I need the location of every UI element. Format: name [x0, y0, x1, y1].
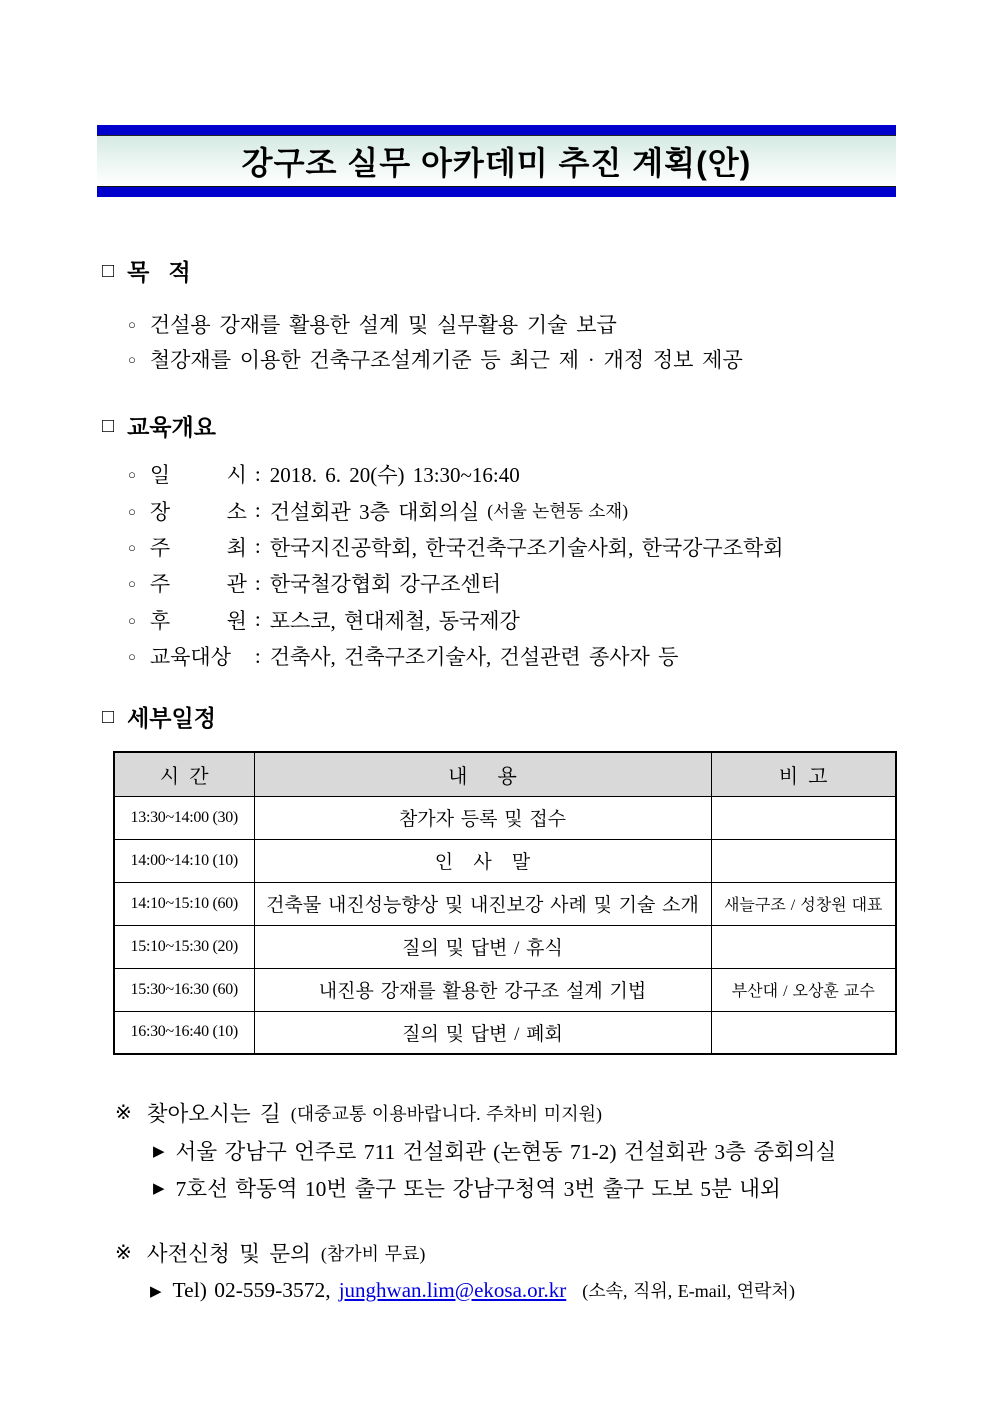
section-heading-overview — [102, 414, 216, 441]
time-cell: 16:30~16:40 (10) — [114, 1011, 254, 1054]
directions-item-text: 서울 강남구 언주로 711 건설회관 (논현동 71-2) 건설회관 3층 중회의실 — [175, 1140, 837, 1164]
circle-bullet-icon: ○ — [128, 351, 136, 367]
column-header-note: 비 고 — [711, 752, 896, 796]
note-cell — [711, 796, 896, 839]
field-value: 한국지진공학회, 한국건축구조기술사회, 한국강구조학회 — [269, 535, 784, 560]
document-title: 강구조 실무 아카데미 추진 계획(안) — [241, 145, 752, 181]
field-separator: : — [254, 534, 261, 559]
section-title: 목 적 — [127, 259, 191, 285]
note-cell — [711, 839, 896, 882]
content-cell: 인 사 말 — [254, 839, 711, 882]
table-header-row — [114, 752, 896, 796]
arrow-bullet-icon: ▶ — [153, 1144, 165, 1160]
banner-body — [97, 135, 896, 187]
content-cell: 참가자 등록 및 접수 — [254, 796, 711, 839]
field-label: 일 시 — [149, 463, 247, 488]
directions-title: 찾아오시는 길 — [146, 1102, 281, 1126]
schedule-table — [113, 751, 897, 1055]
circle-bullet-icon: ○ — [128, 467, 136, 483]
field-label: 주 최 — [149, 535, 247, 560]
field-value: 건설회관 3층 대회의실 — [269, 499, 480, 524]
list-item — [128, 565, 792, 601]
contact-heading — [115, 1237, 425, 1268]
banner-bottom-bar — [97, 187, 896, 197]
field-label: 주 관 — [149, 572, 247, 597]
field-label: 장 소 — [149, 499, 247, 524]
contact-title: 사전신청 및 문의 — [146, 1242, 311, 1266]
circle-bullet-icon: ○ — [128, 576, 136, 592]
field-separator: : — [254, 607, 261, 632]
list-item — [128, 602, 792, 638]
time-cell: 14:10~15:10 (60) — [114, 882, 254, 925]
list-item — [128, 638, 792, 674]
note-cell — [711, 1011, 896, 1054]
banner-top-bar — [97, 125, 896, 135]
content-cell: 건축물 내진성능향상 및 내진보강 사례 및 기술 소개 — [254, 882, 711, 925]
directions-item-text: 7호선 학동역 10번 출구 또는 강남구청역 3번 출구 도보 5분 내외 — [175, 1177, 781, 1201]
circle-bullet-icon: ○ — [128, 316, 136, 332]
tel-label: Tel) 02-559-3572, — [172, 1277, 331, 1302]
field-separator: : — [254, 461, 261, 486]
column-header-time: 시 간 — [114, 752, 254, 796]
section-heading-purpose — [102, 259, 191, 286]
time-cell: 15:10~15:30 (20) — [114, 925, 254, 968]
note-cell: 부산대 / 오상훈 교수 — [711, 968, 896, 1011]
note-cell — [711, 925, 896, 968]
circle-bullet-icon: ○ — [128, 503, 136, 519]
section-title: 세부일정 — [127, 705, 216, 731]
table-row — [114, 796, 896, 839]
purpose-item-text: 철강재를 이용한 건축구조설계기준 등 최근 제 · 개정 정보 제공 — [149, 347, 743, 372]
list-item — [128, 492, 792, 528]
directions-heading — [115, 1097, 602, 1128]
contact-fields-note: (소속, 직위, E-mail, 연락처) — [582, 1281, 795, 1301]
purpose-list — [128, 306, 743, 376]
list-item — [128, 529, 792, 565]
square-bullet-icon: □ — [102, 415, 115, 437]
field-value: 건축사, 건축구조기술사, 건설관련 종사자 등 — [269, 645, 679, 670]
field-label: 후 원 — [149, 608, 247, 633]
field-value: 2018. 6. 20(수) 13:30~16:40 — [269, 463, 520, 488]
reference-mark-icon: ※ — [115, 1102, 132, 1124]
section-title: 교육개요 — [127, 414, 216, 440]
purpose-item-text: 건설용 강재를 활용한 설계 및 실무활용 기술 보급 — [149, 312, 617, 337]
email-link[interactable]: junghwan.lim@ekosa.or.kr — [338, 1277, 567, 1302]
field-separator: : — [254, 643, 261, 668]
arrow-bullet-icon: ▶ — [150, 1283, 162, 1300]
table-row — [114, 1011, 896, 1054]
table-row — [114, 839, 896, 882]
list-item — [128, 456, 792, 492]
table-row — [114, 968, 896, 1011]
circle-bullet-icon: ○ — [128, 612, 136, 628]
table-row — [114, 882, 896, 925]
directions-item — [153, 1172, 781, 1203]
content-cell: 내진용 강재를 활용한 강구조 설계 기법 — [254, 968, 711, 1011]
column-header-content: 내 용 — [254, 752, 711, 796]
field-separator: : — [254, 498, 261, 523]
content-cell: 질의 및 답변 / 휴식 — [254, 925, 711, 968]
directions-title-note: (대중교통 이용바랍니다. 주차비 미지원) — [290, 1103, 602, 1124]
note-cell: 새늘구조 / 성창원 대표 — [711, 882, 896, 925]
field-value: 한국철강협회 강구조센터 — [269, 572, 502, 597]
arrow-bullet-icon: ▶ — [153, 1181, 165, 1197]
field-value: 포스코, 현대제철, 동국제강 — [269, 608, 520, 633]
directions-item — [153, 1135, 836, 1166]
title-banner — [97, 125, 896, 197]
square-bullet-icon: □ — [102, 706, 115, 728]
time-cell: 13:30~14:00 (30) — [114, 796, 254, 839]
circle-bullet-icon: ○ — [128, 539, 136, 555]
overview-list — [128, 456, 792, 674]
square-bullet-icon: □ — [102, 260, 115, 282]
list-item — [128, 341, 743, 376]
time-cell: 14:00~14:10 (10) — [114, 839, 254, 882]
table-row — [114, 925, 896, 968]
circle-bullet-icon: ○ — [128, 649, 136, 665]
content-cell: 질의 및 답변 / 폐회 — [254, 1011, 711, 1054]
time-cell: 15:30~16:30 (60) — [114, 968, 254, 1011]
reference-mark-icon: ※ — [115, 1242, 132, 1264]
contact-item — [150, 1277, 795, 1303]
field-separator: : — [254, 570, 261, 595]
field-value-note: (서울 논현동 소재) — [487, 501, 629, 522]
contact-title-note: (참가비 무료) — [320, 1243, 426, 1264]
section-heading-schedule — [102, 705, 216, 732]
field-label: 교육대상 — [149, 645, 232, 670]
list-item — [128, 306, 743, 341]
